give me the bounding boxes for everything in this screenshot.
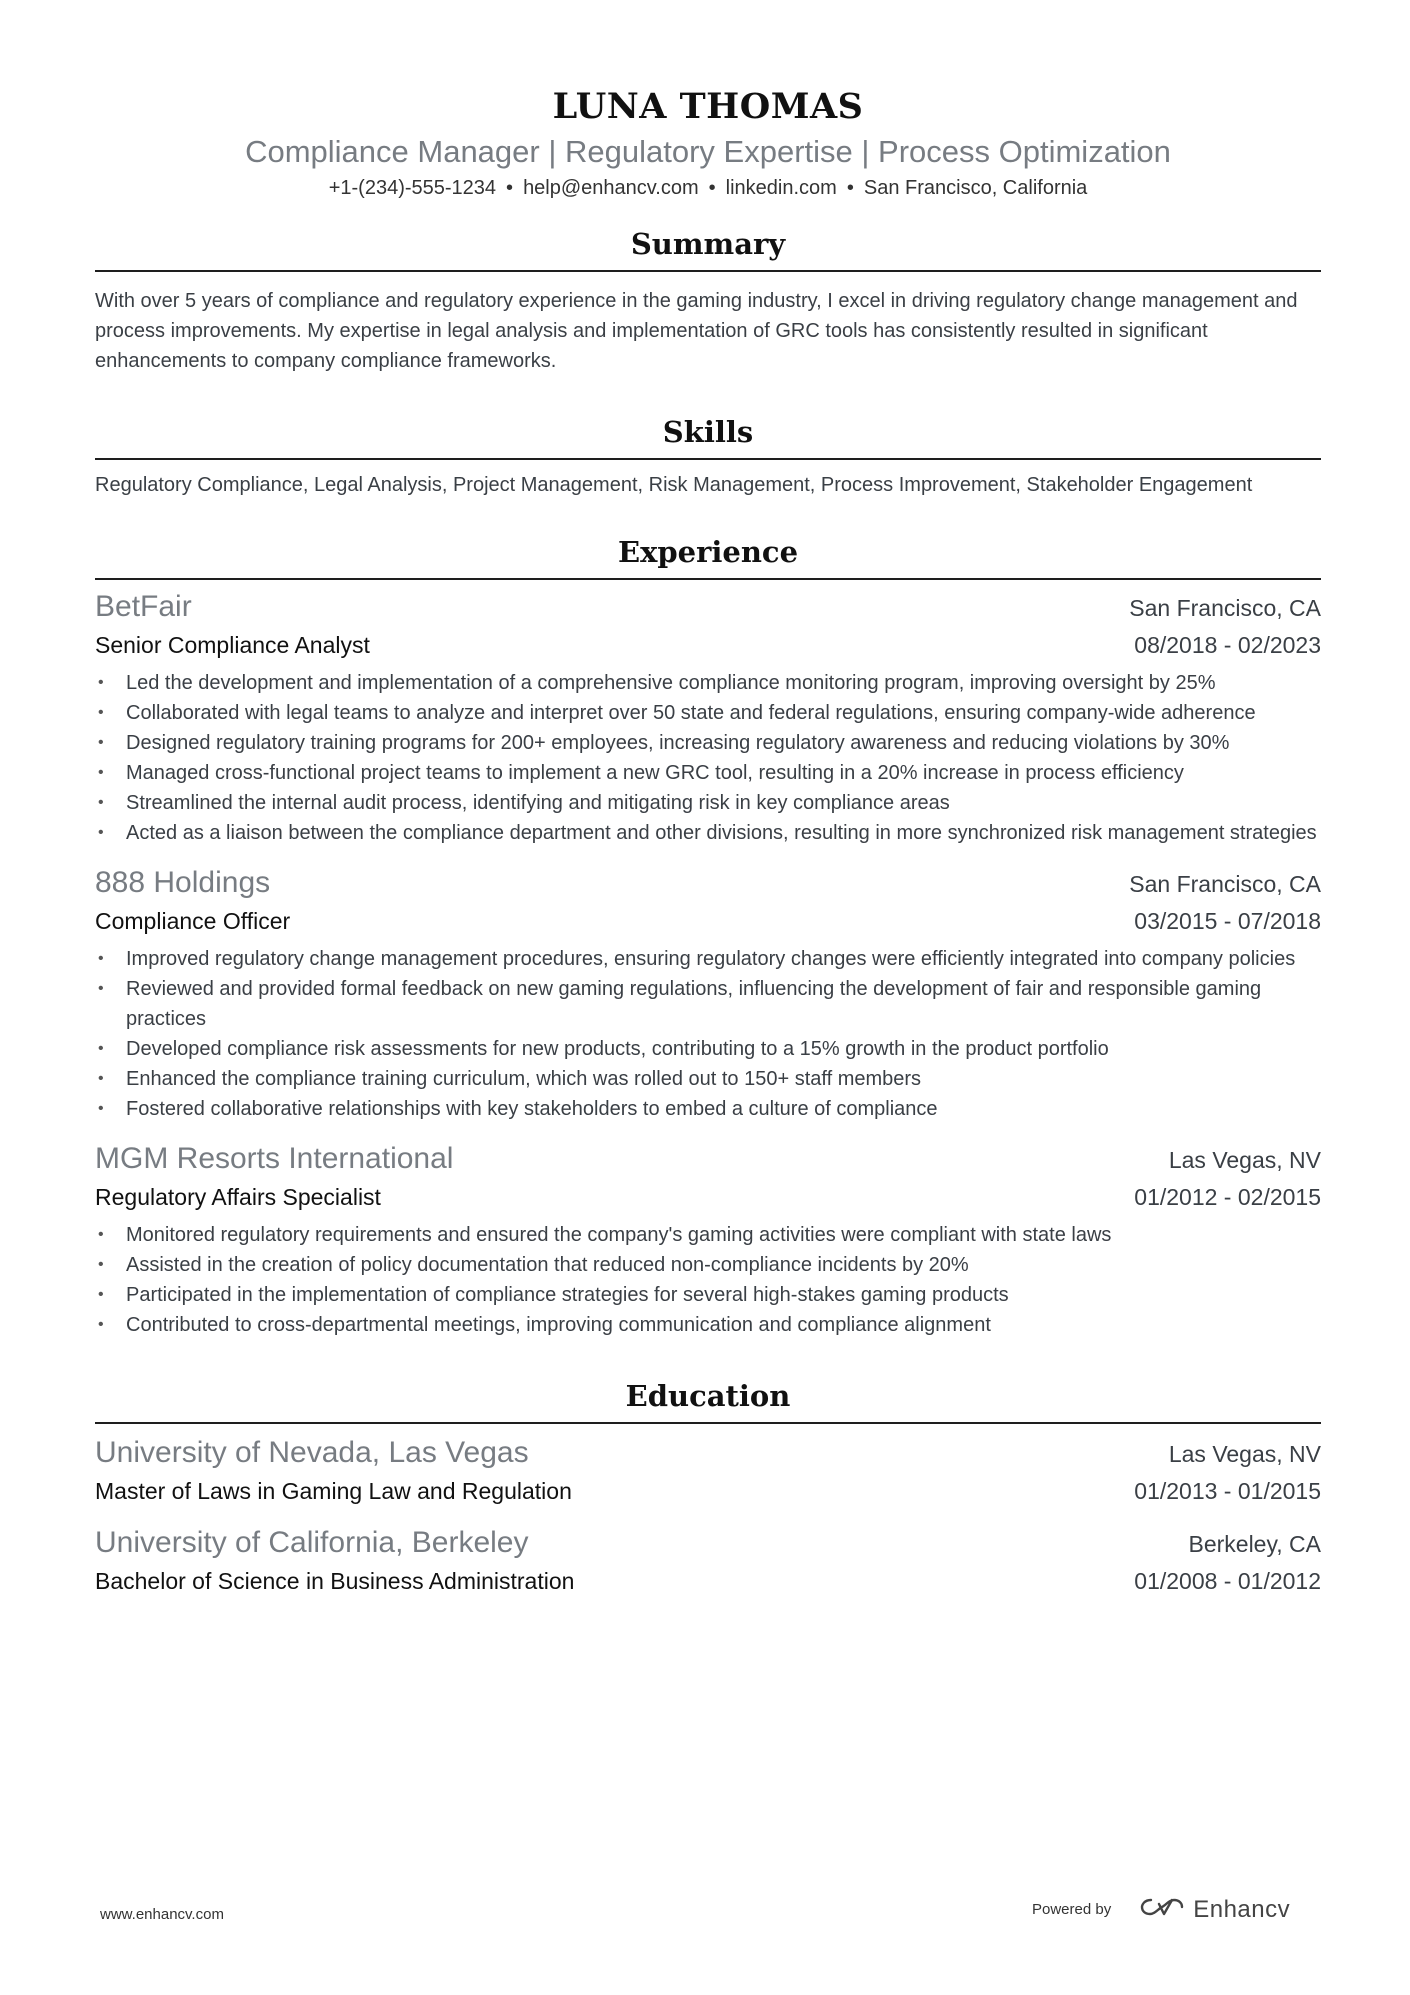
school-name: University of Nevada, Las Vegas xyxy=(95,1436,529,1469)
skills-text: Regulatory Compliance, Legal Analysis, Project Management, Risk Management, Process Improvement, Stakeholder Engagement xyxy=(95,474,1253,496)
email[interactable]: help@enhancv.com xyxy=(523,177,699,199)
skills-section xyxy=(95,412,1321,498)
job-entry xyxy=(95,588,1321,848)
job-title: Compliance Officer xyxy=(95,908,291,934)
job-location: San Francisco, CA xyxy=(1129,595,1321,621)
job-bullets xyxy=(95,1220,1321,1340)
bullet-item: • Designed regulatory training programs for 200+ employees, increasing regulatory awareness and reducing violations by 30% xyxy=(95,728,1321,758)
education-section xyxy=(95,1376,1321,1600)
separator-dot: • xyxy=(708,177,716,199)
degree: Master of Laws in Gaming Law and Regulation xyxy=(95,1478,572,1504)
bullet-item: • Managed cross-functional project teams to implement a new GRC tool, resulting in a 20% increase in process efficiency xyxy=(95,758,1321,788)
summary-section xyxy=(95,224,1321,376)
bullet-item: • Developed compliance risk assessments for new products, contributing to a 15% growth in the product portfolio xyxy=(95,1034,1321,1064)
job-title: Regulatory Affairs Specialist xyxy=(95,1184,381,1210)
experience-heading: Experience xyxy=(617,535,799,569)
job-dates: 03/2015 - 07/2018 xyxy=(1134,908,1321,934)
separator-dot: • xyxy=(506,177,514,199)
job-dates: 08/2018 - 02/2023 xyxy=(1134,632,1321,658)
enhancv-logo-icon xyxy=(1139,1895,1185,1924)
skills-heading: Skills xyxy=(662,415,754,449)
phone: +1-(234)-555-1234 xyxy=(328,177,497,199)
bullet-item: • Collaborated with legal teams to analyze and interpret over 50 state and federal regulations, ensuring company-wide adherence xyxy=(95,698,1321,728)
bullet-item: • Assisted in the creation of policy documentation that reduced non-compliance incidents by 20% xyxy=(95,1250,1321,1280)
education-entry xyxy=(95,1434,1321,1510)
section-divider xyxy=(95,1422,1321,1424)
bullet-item: • Enhanced the compliance training curriculum, which was rolled out to 150+ staff members xyxy=(95,1064,1321,1094)
footer-website[interactable]: www.enhancv.com xyxy=(100,1906,224,1923)
summary-text: With over 5 years of compliance and regulatory experience in the gaming industry, I excel in driving regulatory change management and process improvements. My expertise in legal analysis and implementation of GRC tools has consistently resulted in significant enhancements to company compliance frameworks. xyxy=(95,290,1298,372)
bullet-item: • Reviewed and provided formal feedback on new gaming regulations, influencing the development of fair and responsible gaming practices xyxy=(95,974,1321,1034)
separator-dot: • xyxy=(846,177,854,199)
degree: Bachelor of Science in Business Administration xyxy=(95,1568,575,1594)
company-name: BetFair xyxy=(95,590,192,623)
footer-branding xyxy=(1032,1895,1290,1924)
resume-page xyxy=(95,0,1321,1600)
job-location: Las Vegas, NV xyxy=(1168,1147,1321,1173)
job-entry xyxy=(95,864,1321,1124)
bullet-item: • Streamlined the internal audit process, identifying and mitigating risk in key compliance areas xyxy=(95,788,1321,818)
school-location: Berkeley, CA xyxy=(1188,1531,1321,1557)
company-name: 888 Holdings xyxy=(95,866,271,899)
education-dates: 01/2013 - 01/2015 xyxy=(1134,1478,1321,1504)
education-dates: 01/2008 - 01/2012 xyxy=(1134,1568,1321,1594)
education-entry xyxy=(95,1524,1321,1600)
job-dates: 01/2012 - 02/2015 xyxy=(1134,1184,1321,1210)
bullet-item: • Participated in the implementation of compliance strategies for several high-stakes gaming products xyxy=(95,1280,1321,1310)
experience-section xyxy=(95,532,1321,1340)
job-title: Senior Compliance Analyst xyxy=(95,632,370,658)
bullet-item: • Improved regulatory change management procedures, ensuring regulatory changes were efficiently integrated into company policies xyxy=(95,944,1321,974)
company-name: MGM Resorts International xyxy=(95,1142,454,1175)
job-bullets xyxy=(95,668,1321,848)
bullet-item: • Contributed to cross-departmental meetings, improving communication and compliance alignment xyxy=(95,1310,1321,1340)
section-divider xyxy=(95,578,1321,580)
linkedin-link[interactable]: linkedin.com xyxy=(725,177,837,199)
school-name: University of California, Berkeley xyxy=(95,1526,529,1559)
job-entry xyxy=(95,1140,1321,1340)
job-bullets xyxy=(95,944,1321,1124)
bullet-item: • Led the development and implementation of a comprehensive compliance monitoring program, improving oversight by 25% xyxy=(95,668,1321,698)
job-location: San Francisco, CA xyxy=(1129,871,1321,897)
enhancv-logo-text: Enhancv xyxy=(1193,1895,1291,1923)
candidate-title: Compliance Manager | Regulatory Expertise | Process Optimization xyxy=(245,134,1171,169)
contact-line xyxy=(95,174,1321,202)
section-divider xyxy=(95,270,1321,272)
candidate-name: LUNA THOMAS xyxy=(552,86,864,127)
location: San Francisco, California xyxy=(863,177,1088,199)
summary-heading: Summary xyxy=(630,227,786,261)
school-location: Las Vegas, NV xyxy=(1168,1441,1321,1467)
powered-by-label: Powered by xyxy=(1032,1901,1112,1918)
bullet-item: • Acted as a liaison between the compliance department and other divisions, resulting in more synchronized risk management strategies xyxy=(95,818,1321,848)
education-heading: Education xyxy=(625,1379,791,1413)
section-divider xyxy=(95,458,1321,460)
bullet-item: • Monitored regulatory requirements and ensured the company's gaming activities were compliant with state laws xyxy=(95,1220,1321,1250)
bullet-item: • Fostered collaborative relationships with key stakeholders to embed a culture of compliance xyxy=(95,1094,1321,1124)
resume-header xyxy=(95,0,1321,202)
